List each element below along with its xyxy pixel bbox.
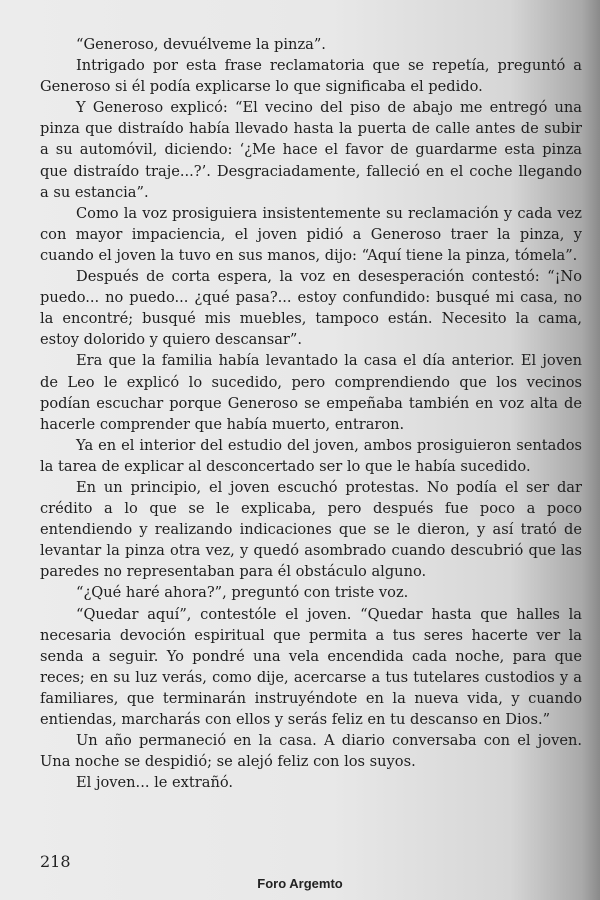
- paragraph: “¿Qué haré ahora?”, preguntó con triste voz.: [76, 584, 409, 602]
- paragraph: Como la voz prosiguiera insistentemente su reclamación y cada vez con mayor impaciencia, el joven pidió a Generoso traer la pinza, y cuando el joven la tuvo en sus manos, dijo: “Aquí tiene la pinza, tómela”.: [40, 204, 582, 264]
- watermark: Foro Argemto: [257, 876, 343, 891]
- paragraph: “Generoso, devuélveme la pinza”.: [76, 36, 326, 53]
- paragraph: Ya en el interior del estudio del joven, ambos prosiguieron sentados la tarea de explicar al desconcertado ser lo que le había sucedido.: [40, 436, 582, 475]
- page-number: 218: [40, 852, 71, 871]
- paragraph: “Quedar aquí”, contestóle el joven. “Quedar hasta que halles la necesaria devoción espiritual que permita a tus seres hacerte ver la senda a seguir. Yo pondré una vela encendida cada noche, para que reces; en su luz verás, como dije, acercarse a tus tutelares custodios y a familiares, que terminarán instruyéndote en la nueva vida, y cuando entiendas, marcharás con ellos y serás feliz en tu descanso en Dios.”: [40, 605, 582, 728]
- paragraph: Un año permaneció en la casa. A diario conversaba con el joven. Una noche se despidió; se alejó feliz con los suyos.: [40, 732, 582, 771]
- paragraph: Era que la familia había levantado la casa el día anterior. El joven de Leo le explicó lo sucedido, pero comprendiendo que los vecinos podían escuchar porque Generoso se empeñaba también en voz alta de hacerle comprender que había muerto, entraron.: [40, 352, 582, 433]
- paragraph: En un principio, el joven escuchó protestas. No podía el ser dar crédito a lo que se le explicaba, pero después fue poco a poco entendiendo y realizando indicaciones que se le dieron, y así trató de levantar la pinza otra vez, y quedó asombrado cuando descubrió que las paredes no representaban para él obstáculo alguno.: [40, 478, 582, 581]
- paragraph: Intrigado por esta frase reclamatoria que se repetía, preguntó a Generoso si él podía explicarse lo que significaba el pedido.: [40, 57, 582, 96]
- body-text: [40, 34, 582, 793]
- paragraph: El joven... le extrañó.: [76, 774, 234, 792]
- paragraph: Después de corta espera, la voz en desesperación contestó: “¡No puedo... no puedo... ¿qué pasa?... estoy confundido: busqué mi casa, no la encontré; busqué mis muebles, tampoco están. Necesito la cama, estoy dolorido y quiero descansar”.: [40, 268, 582, 349]
- paragraph: Y Generoso explicó: “El vecino del piso de abajo me entregó una pinza que distraído había llevado hasta la puerta de calle antes de subir a su automóvil, diciendo: ‘¿Me hace el favor de guardarme esta pinza que distraído traje...?’. Desgraciadamente, falleció en el coche llegando a su estancia”.: [40, 99, 582, 201]
